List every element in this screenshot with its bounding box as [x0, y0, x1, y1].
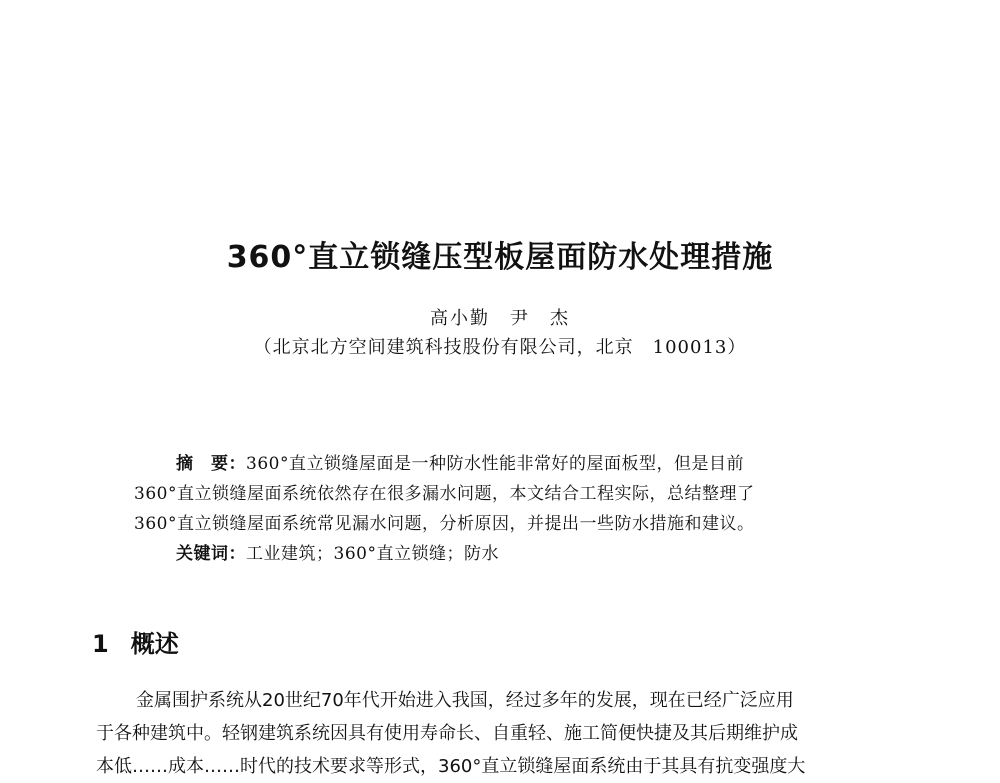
abstract-label: 摘 要：	[176, 454, 246, 474]
section-title: 概述	[130, 630, 179, 658]
abstract-line	[134, 449, 869, 479]
abstract-text: 360°直立锁缝屋面是一种防水性能非常好的屋面板型，但是目前	[246, 454, 744, 474]
paper-title: 360°直立锁缝压型板屋面防水处理措施	[226, 240, 774, 275]
abstract-block	[134, 449, 869, 539]
author-list: 高小勤 尹 杰	[430, 308, 570, 329]
body-line: 金属围护系统从20世纪70年代开始进入我国，经过多年的发展，现在已经广泛应用	[136, 690, 794, 711]
body-line: 本低……成本……时代的技术要求等形式，360°直立锁缝屋面系统由于其具有抗变强度大	[96, 756, 806, 777]
keywords-text: 工业建筑；360°直立锁缝；防水	[246, 544, 499, 564]
body-paragraph	[96, 684, 906, 783]
abstract-line: 360°直立锁缝屋面系统常见漏水问题，分析原因，并提出一些防水措施和建议。	[134, 514, 755, 534]
abstract-line: 360°直立锁缝屋面系统依然存在很多漏水问题，本文结合工程实际，总结整理了	[134, 484, 755, 504]
author-affiliation: （北京北方空间建筑科技股份有限公司，北京 100013）	[253, 337, 747, 358]
section-heading	[92, 624, 179, 659]
section-number: 1	[92, 630, 109, 658]
keywords-block	[176, 539, 499, 564]
body-line: 于各种建筑中。轻钢建筑系统因具有使用寿命长、自重轻、施工简便快捷及其后期维护成	[96, 723, 798, 744]
keywords-label: 关键词：	[176, 544, 246, 564]
